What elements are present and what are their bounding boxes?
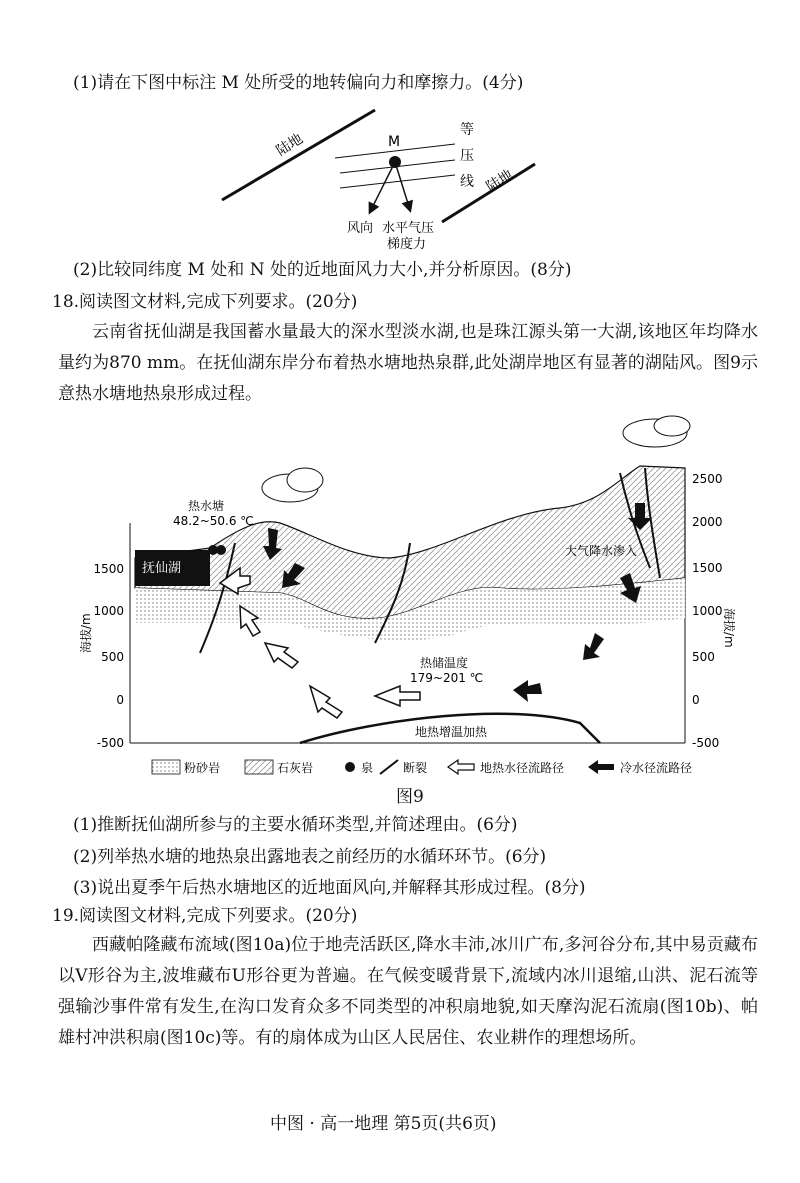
spring-name: 热水塘 — [188, 499, 225, 513]
svg-text:0: 0 — [692, 693, 700, 707]
svg-text:泉: 泉 — [361, 761, 374, 775]
svg-text:石灰岩: 石灰岩 — [277, 761, 314, 775]
svg-text:冷水径流路径: 冷水径流路径 — [620, 761, 693, 775]
land-right-label: 陆地 — [483, 166, 516, 196]
cloud-right — [623, 416, 690, 447]
infiltration-label: 大气降水渗入 — [565, 544, 638, 558]
svg-text:-500: -500 — [692, 736, 720, 750]
q18-question-3: (3)说出夏季午后热水塘地区的近地面风向,并解释其形成过程。(8分) — [73, 878, 586, 898]
pgf-arrow — [395, 162, 410, 210]
heating-label: 地热增温加热 — [415, 725, 488, 739]
q19-paragraph: 西藏帕隆藏布流域(图10a)位于地壳活跃区,降水丰沛,冰川广布,多河谷分布,其中易贡藏布以V形谷为主,波堆藏布U形谷更为普遍。在气候变暖背景下,流域内冰川退缩,山洪、泥石流等强输沙事件常有发生,在沟口发育众多不同类型的冲积扇地貌,如天摩沟泥石流扇(图10b)、帕雄村冲洪积扇(图10c)等。有的扇体成为山区人民居住、农业耕作的理想场所。 — [58, 935, 758, 1048]
figure-isobar-diagram — [210, 108, 540, 253]
svg-text:1500: 1500 — [692, 561, 723, 575]
legend — [152, 760, 692, 775]
isobar-char-2: 压 — [460, 148, 474, 164]
wind-label: 风向 — [347, 221, 374, 236]
svg-text:粉砂岩: 粉砂岩 — [184, 761, 221, 775]
figure-9-hot-spring — [79, 418, 736, 783]
lake-label: 抚仙湖 — [142, 561, 182, 576]
q19-title: 19.阅读图文材料,完成下列要求。(20分) — [52, 906, 358, 926]
right-ticks — [692, 472, 723, 750]
q18-paragraph: 云南省抚仙湖是我国蓄水量最大的深水型淡水湖,也是珠江源头第一大湖,该地区年均降水量约为870 mm。在抚仙湖东岸分布着热水塘地热泉群,此处湖岸地区有显著的湖陆风。图9示意热水塘地热泉形成过程。 — [58, 322, 758, 404]
spring-temp: 48.2~50.6 ℃ — [173, 514, 254, 528]
q18-title: 18.阅读图文材料,完成下列要求。(20分) — [52, 292, 358, 312]
svg-text:1000: 1000 — [692, 604, 723, 618]
figure-9-caption: 图9 — [396, 787, 424, 807]
svg-text:2500: 2500 — [692, 472, 723, 486]
q18-question-1: (1)推断抚仙湖所参与的主要水循环类型,并简述理由。(6分) — [73, 815, 518, 835]
q18-question-2: (2)列举热水塘的地热泉出露地表之前经历的水循环环节。(6分) — [73, 847, 547, 867]
page-footer: 中图 · 高一地理 第5页(共6页) — [270, 1114, 497, 1134]
reservoir-name: 热储温度 — [420, 656, 469, 670]
isobar-char-3: 线 — [460, 174, 474, 190]
q17-part1: (1)请在下图中标注 M 处所受的地转偏向力和摩擦力。(4分) — [73, 73, 524, 93]
svg-text:2000: 2000 — [692, 515, 723, 529]
q17-part2: (2)比较同纬度 M 处和 N 处的近地面风力大小,并分析原因。(8分) — [73, 260, 572, 280]
svg-text:500: 500 — [692, 650, 715, 664]
cloud-left — [262, 468, 323, 502]
svg-text:500: 500 — [101, 650, 124, 664]
isobar-char-1: 等 — [460, 122, 474, 138]
left-ticks — [93, 562, 124, 750]
svg-text:1000: 1000 — [93, 604, 124, 618]
point-m-label: M — [388, 134, 401, 150]
coast-right — [442, 164, 535, 222]
isobar-line — [340, 175, 455, 188]
svg-text:0: 0 — [116, 693, 124, 707]
svg-text:1500: 1500 — [93, 562, 124, 576]
svg-text:-500: -500 — [96, 736, 124, 750]
land-left-label: 陆地 — [273, 130, 306, 160]
svg-text:地热水径流路径: 地热水径流路径 — [480, 761, 565, 775]
pgf-label-1: 水平气压 — [382, 221, 435, 236]
svg-text:断裂: 断裂 — [403, 761, 428, 775]
axis-left-label: 海拔/m — [79, 613, 93, 653]
pgf-label-2: 梯度力 — [387, 237, 427, 252]
reservoir-temp: 179~201 ℃ — [410, 671, 484, 685]
axis-right-label: 海拔/m — [722, 608, 736, 648]
spring-icon — [216, 545, 226, 555]
